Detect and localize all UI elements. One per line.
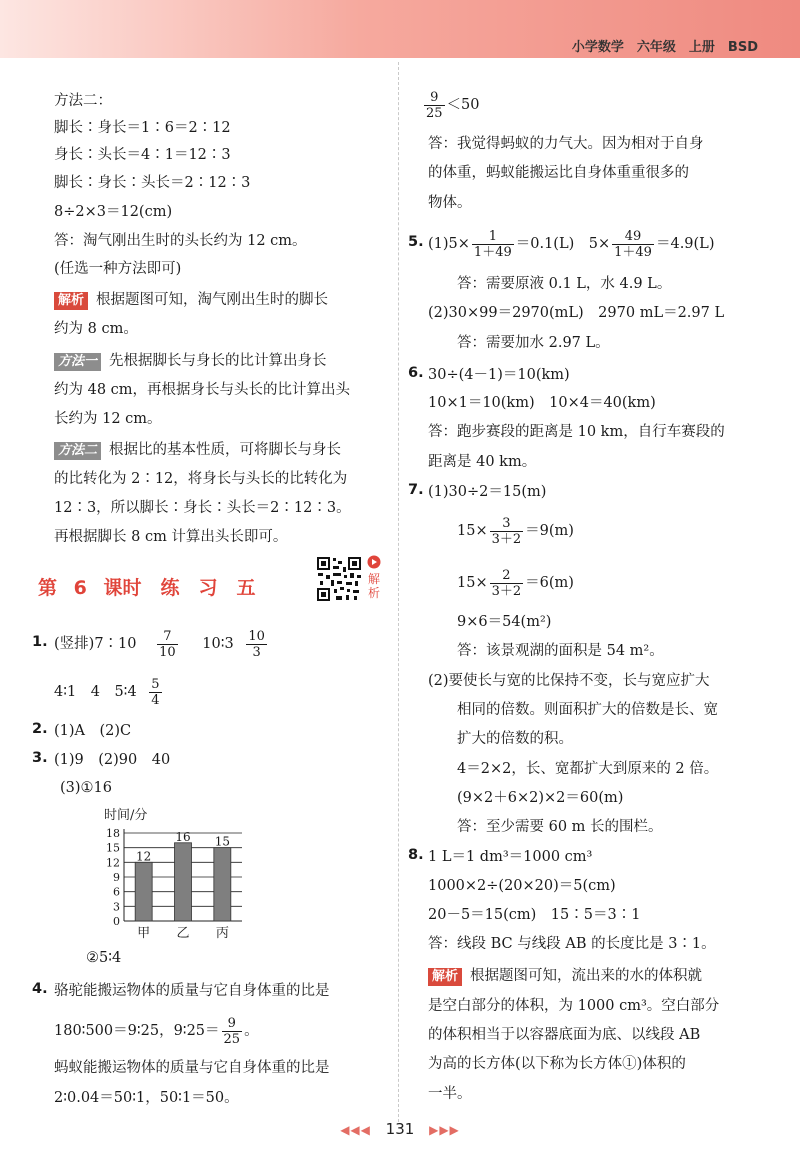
- q4-line1: 骆驼能搬运物体的质量与它自身体重的比是: [54, 983, 330, 999]
- frac-den: 3: [246, 644, 267, 660]
- method1-text: 先根据脚长与身长的比计算出身长: [109, 353, 327, 369]
- q8-analysis-text: 根据题图可知，流出来的水的体积就: [470, 968, 703, 984]
- frac-den: 10: [159, 644, 176, 660]
- q7-part3: 15×: [457, 575, 488, 591]
- page-header: [0, 0, 800, 58]
- q5-line1: [428, 224, 714, 264]
- section-title: 第 6 课时 练 习 五: [38, 577, 256, 599]
- method2-answer: 答：淘气刚出生时的头长约为 12 cm。: [54, 233, 307, 249]
- frac-den: 3＋2: [491, 531, 522, 547]
- q2-number: 2.: [32, 721, 48, 737]
- q7-line1: (1)30÷2＝15(m): [428, 484, 547, 500]
- r0-frac: [424, 90, 445, 121]
- analysis-text: 根据题图可知，淘气刚出生时的脚长: [96, 292, 329, 308]
- q4-line2: [54, 1012, 259, 1050]
- q8-analysis1: [428, 966, 702, 986]
- q7-frac1: [490, 516, 524, 547]
- q7-line7: 扩大的倍数的积。: [457, 731, 573, 747]
- next-arrows-icon: ▶▶▶: [429, 1123, 460, 1137]
- chart-tick-label: 0: [113, 915, 120, 928]
- chart-category-label: 甲: [137, 926, 151, 941]
- frac-den: 1＋49: [614, 244, 652, 260]
- chart-data-label: 15: [214, 834, 230, 849]
- r0-answer2: 的体重，蚂蚁能搬运比自身体重重很多的: [428, 165, 689, 181]
- q8-analysis4: 为高的长方体(以下称为长方体①)体积的: [428, 1056, 686, 1072]
- q8-answer: 答：线段 BC 与线段 AB 的长度比是 3∶1。: [428, 936, 716, 952]
- r0-line: [422, 86, 480, 124]
- q1-number: 1.: [32, 634, 48, 650]
- q8-line1: 1 L＝1 dm³＝1000 cm³: [428, 849, 593, 865]
- q5-answer2: 答：需要加水 2.97 L。: [457, 335, 610, 351]
- q4-line4: 2∶0.04＝50∶1，50∶1＝50。: [54, 1090, 239, 1106]
- q7-number: 7.: [408, 482, 424, 498]
- q4-line3: 蚂蚁能搬运物体的质量与它自身体重的比是: [54, 1060, 330, 1076]
- play-icon: [367, 555, 381, 569]
- method2-title: 方法二：: [54, 93, 112, 109]
- q8-analysis5: 一半。: [428, 1086, 472, 1102]
- analysis-tag-right: 解析: [428, 968, 462, 986]
- method1-line2: 约为 48 cm，再根据身长与头长的比计算出头: [54, 382, 351, 398]
- q8-number: 8.: [408, 847, 424, 863]
- frac-num: 9: [430, 89, 439, 105]
- frac-num: 10: [248, 628, 265, 644]
- chart-category-label: 丙: [215, 926, 229, 941]
- method2b-line3: 12∶3，所以脚长∶身长∶头长＝2∶12∶3。: [54, 500, 351, 516]
- analysis-tag: 解析: [54, 292, 88, 310]
- frac-den: 25: [426, 105, 443, 121]
- frac-num: 9: [227, 1015, 236, 1031]
- chart-tick-label: 6: [113, 885, 120, 899]
- analysis-line2: 约为 8 cm。: [54, 321, 138, 337]
- q1-ratio2: 10∶3: [202, 636, 234, 652]
- q5-part2: ＝0.1(L) 5×: [515, 236, 611, 252]
- method2-line4: 8÷2×3＝12(cm): [54, 204, 173, 220]
- r0-answer1: 答：我觉得蚂蚁的力气大。因为相对于自身: [428, 136, 704, 152]
- q4-ratio: 180∶500＝9∶25，9∶25＝: [54, 1023, 220, 1039]
- q3-number: 3.: [32, 750, 48, 766]
- method1-line3: 长约为 12 cm。: [54, 411, 162, 427]
- r0-tail: ＜50: [446, 97, 480, 113]
- q1-line2: [54, 673, 164, 711]
- frac-num: 3: [502, 515, 511, 531]
- q7-part4: ＝6(m): [525, 575, 574, 591]
- chart-bar: [135, 862, 152, 921]
- q3-answer2: (3)①16: [60, 780, 112, 796]
- q6-answer1: 答：跑步赛段的距离是 10 km，自行车赛段的: [428, 424, 725, 440]
- q7-line8: 4＝2×2，长、宽都扩大到原来的 2 倍。: [457, 761, 719, 777]
- chart-tick-label: 9: [113, 871, 120, 884]
- method2b-line2: 的比转化为 2∶12，将身长与头长的比转化为: [54, 471, 348, 487]
- chart-tick-label: 15: [106, 841, 120, 855]
- frac-num: 49: [624, 228, 642, 244]
- frac-den: 1＋49: [473, 244, 512, 260]
- chart-tick-label: 3: [113, 900, 120, 914]
- frac-num: 2: [502, 567, 511, 583]
- q4-frac: [222, 1016, 243, 1047]
- chart-bar: [175, 843, 192, 921]
- frac-den: 4: [151, 692, 160, 708]
- q5-part1: (1)5×: [428, 236, 470, 252]
- frac-den: 25: [223, 1031, 241, 1047]
- method1-tag: 方法一: [54, 353, 101, 371]
- chart-data-label: 12: [136, 849, 152, 864]
- frac-den: 3＋2: [491, 583, 522, 599]
- q5-frac2: [612, 229, 654, 260]
- q7-line2: [457, 511, 574, 551]
- q7-line6: 相同的倍数。则面积扩大的倍数是长、宽: [457, 702, 718, 718]
- q8-line2: 1000×2÷(20×20)＝5(cm): [428, 878, 616, 894]
- q5-number: 5.: [408, 234, 424, 250]
- method2-line2: 身长∶头长＝4∶1＝12∶3: [54, 147, 231, 163]
- q1-ratio1: (竖排)7∶10: [54, 636, 137, 652]
- q7-part1: 15×: [457, 523, 488, 539]
- q2-answer: (1)A (2)C: [54, 723, 132, 739]
- frac-num: 7: [163, 628, 172, 644]
- q8-analysis3: 的体积相当于以容器底面为底、以线段 AB: [428, 1027, 701, 1043]
- page-footer: [0, 1120, 800, 1138]
- q7-answer2: 答：至少需要 60 m 长的围栏。: [457, 819, 663, 835]
- prev-arrows-icon: ◀◀◀: [340, 1123, 371, 1137]
- method2-note: (任选一种方法即可): [54, 261, 182, 277]
- q1-line1: [54, 625, 269, 663]
- chart-category-label: 乙: [176, 926, 190, 941]
- q1-frac2: [246, 629, 267, 660]
- q1-ratio3: 4∶1 4 5∶4: [54, 684, 137, 700]
- chart-tick-label: 18: [106, 827, 120, 840]
- q1-frac1: [157, 629, 178, 660]
- method2b-line1: [54, 440, 341, 460]
- book-title: 小学数学 六年级 上册 BSD: [571, 40, 758, 55]
- chart-ylabel: 时间/分: [104, 808, 148, 823]
- q8-line3: 20－5＝15(cm) 15∶5＝3∶1: [428, 907, 641, 923]
- qr-label: 解析: [367, 572, 380, 600]
- q5-frac1: [472, 229, 514, 260]
- chart-tick-label: 12: [106, 856, 120, 870]
- analysis-line1: [54, 290, 328, 310]
- q1-frac3: [149, 677, 161, 708]
- q8-analysis2: 是空白部分的体积，为 1000 cm³。空白部分: [428, 998, 720, 1014]
- qr-code-icon[interactable]: [316, 556, 362, 602]
- page-number: 131: [385, 1120, 415, 1138]
- method2-tag: 方法二: [54, 442, 101, 460]
- q4-end: 。: [244, 1023, 259, 1039]
- frac-num: 5: [151, 676, 160, 692]
- q4-number: 4.: [32, 981, 48, 997]
- chart-data-label: 16: [175, 829, 191, 844]
- q7-line4: 9×6＝54(m²): [457, 614, 552, 630]
- q7-line5: (2)要使长与宽的比保持不变，长与宽应扩大: [428, 673, 710, 689]
- method2b-text: 根据比的基本性质，可将脚长与身长: [109, 442, 342, 458]
- q6-number: 6.: [408, 365, 424, 381]
- q7-answer1: 答：该景观湖的面积是 54 m²。: [457, 643, 664, 659]
- q3-answer1: (1)9 (2)90 40: [54, 752, 171, 768]
- q7-line9: (9×2＋6×2)×2＝60(m): [457, 790, 624, 806]
- r0-answer3: 物体。: [428, 195, 472, 211]
- q5-line2: (2)30×99＝2970(mL) 2970 mL＝2.97 L: [428, 305, 725, 321]
- q5-answer1: 答：需要原液 0.1 L，水 4.9 L。: [457, 276, 672, 292]
- method2-line1: 脚长∶身长＝1∶6＝2∶12: [54, 120, 231, 136]
- method2b-line4: 再根据脚长 8 cm 计算出头长即可。: [54, 529, 288, 545]
- column-divider: [398, 62, 399, 1122]
- q7-frac2: [490, 568, 524, 599]
- q6-answer2: 距离是 40 km。: [428, 454, 537, 470]
- q5-part3: ＝4.9(L): [655, 236, 715, 252]
- bar-chart: [92, 803, 262, 945]
- frac-num: 1: [488, 228, 497, 244]
- q6-line1: 30÷(4－1)＝10(km): [428, 367, 570, 383]
- q7-line3: [457, 563, 574, 603]
- method1-line1: [54, 351, 327, 371]
- method2-line3: 脚长∶身长∶头长＝2∶12∶3: [54, 175, 251, 191]
- chart-bar: [214, 848, 231, 921]
- q7-part2: ＝9(m): [525, 523, 574, 539]
- q3-answer3: ②5∶4: [86, 950, 122, 966]
- q6-line2: 10×1＝10(km) 10×4＝40(km): [428, 395, 656, 411]
